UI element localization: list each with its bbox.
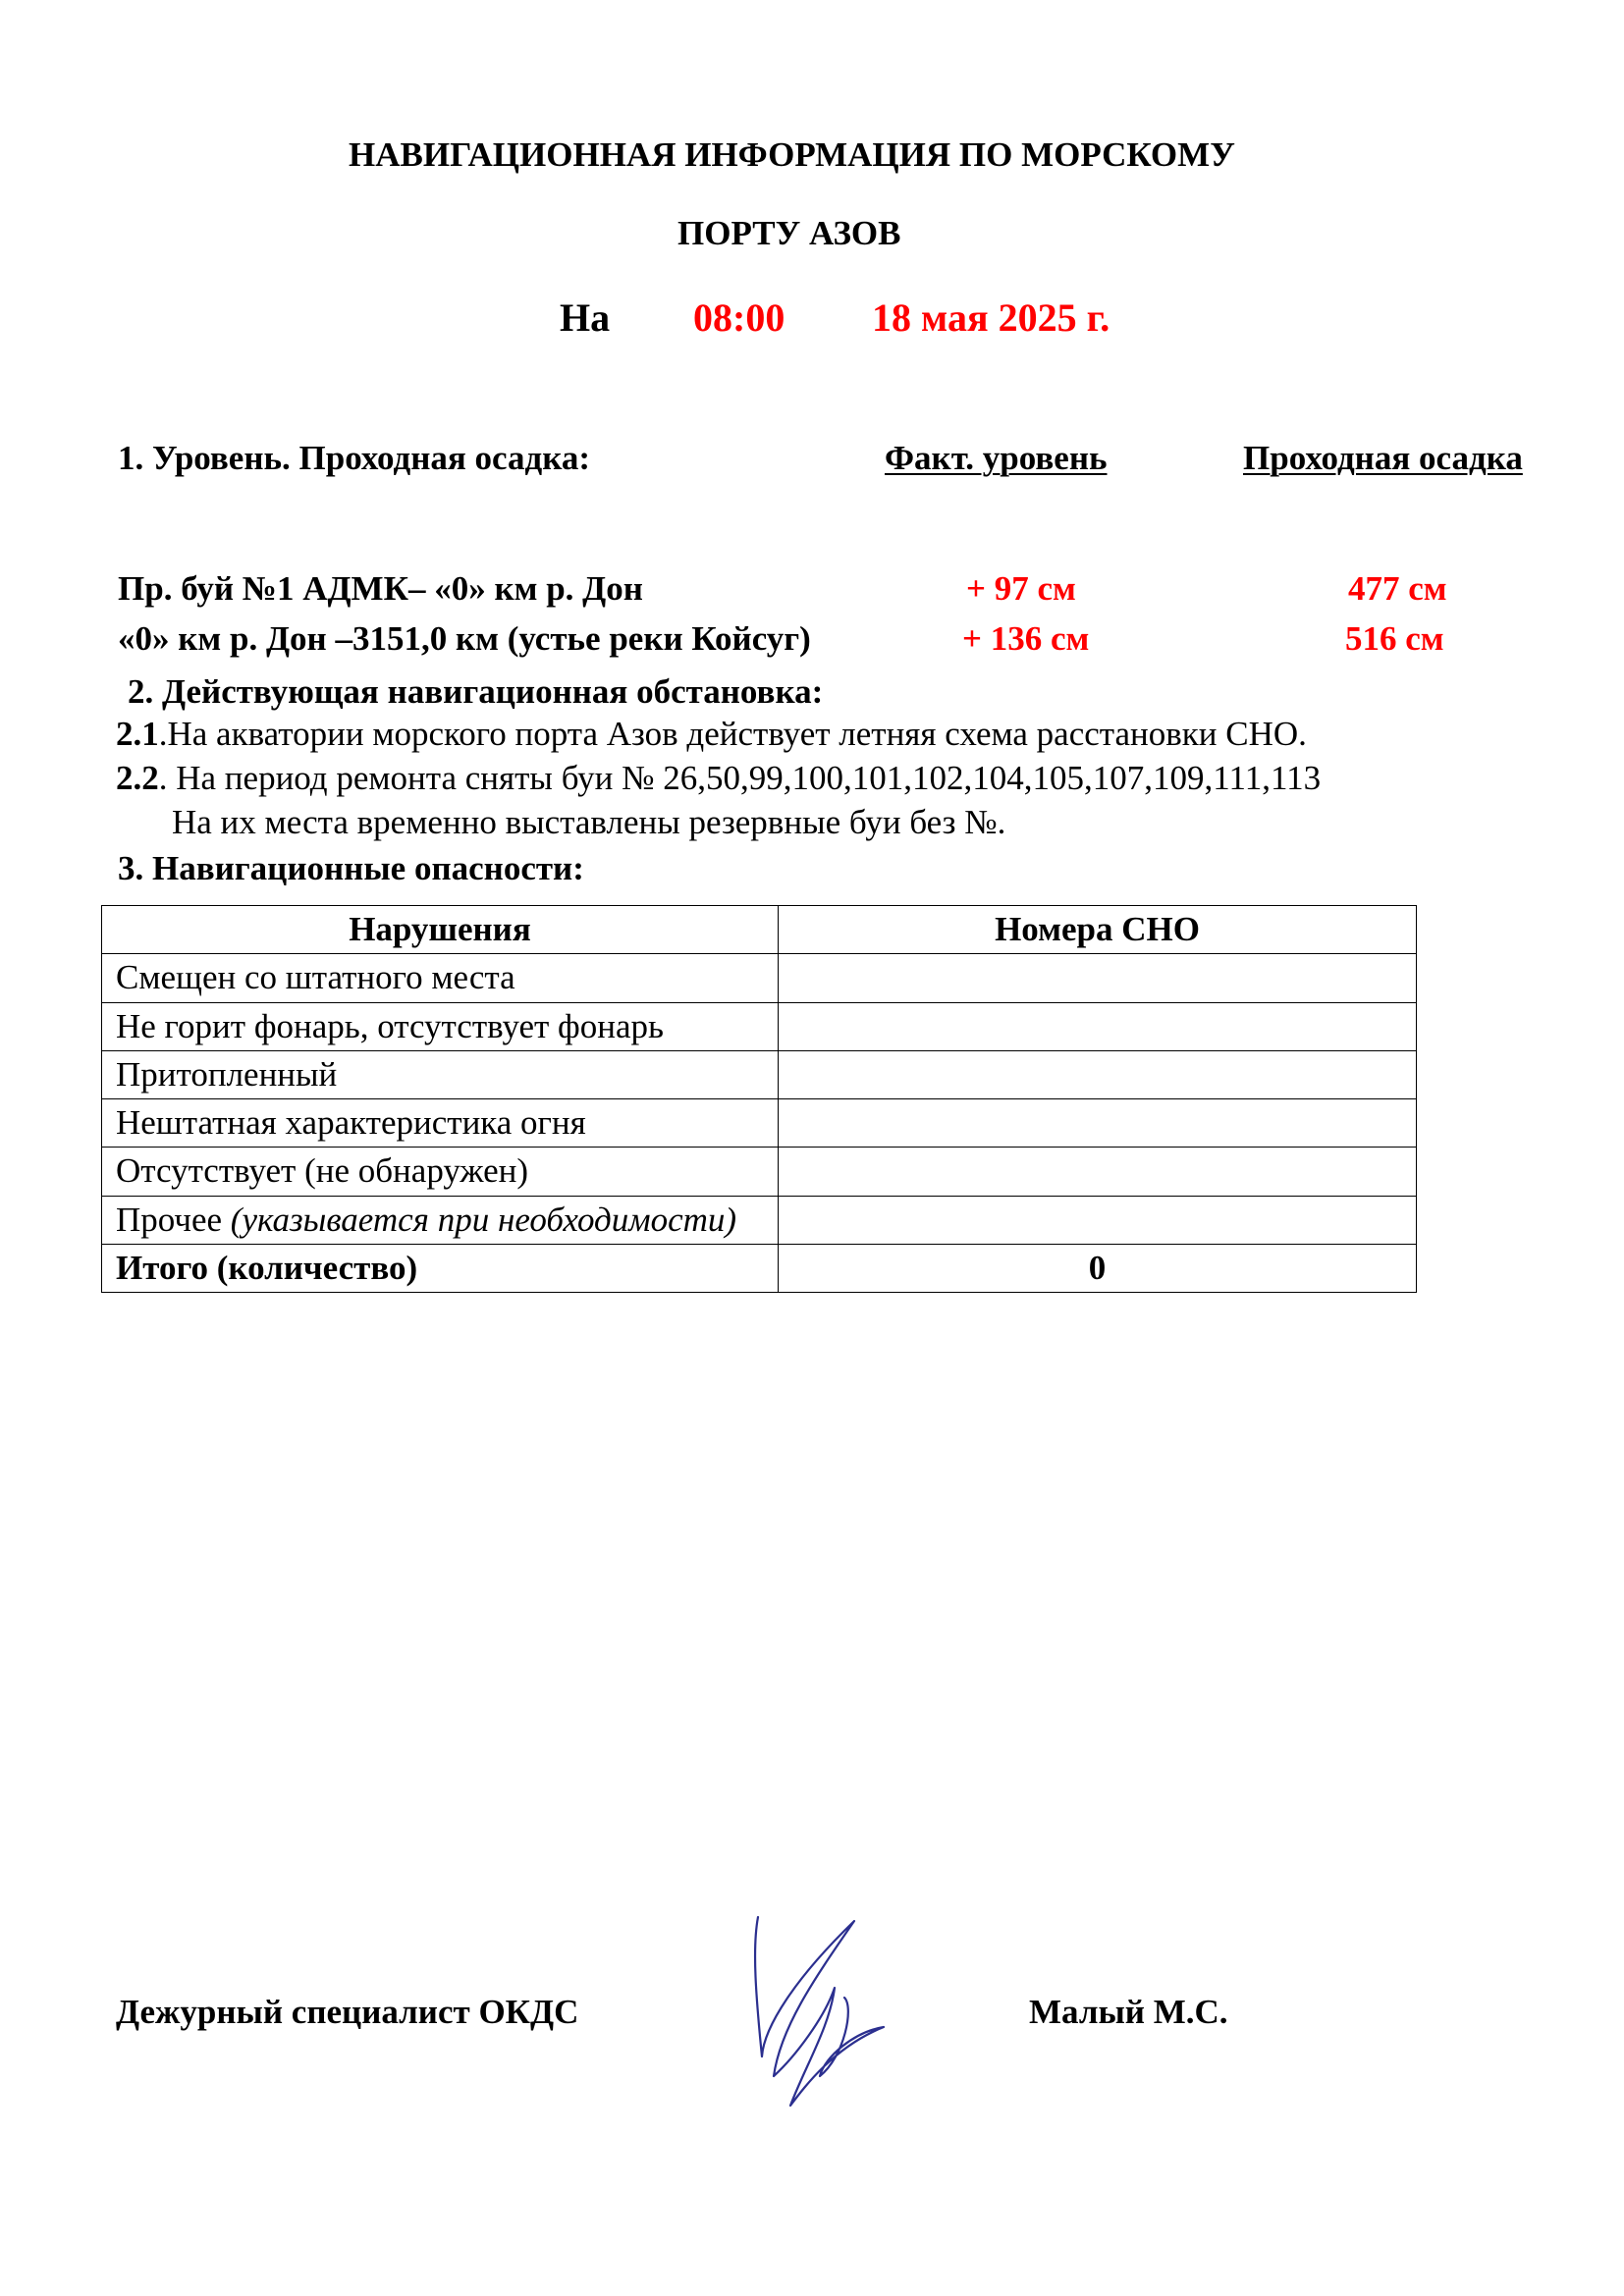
violation-numbers: [779, 1002, 1417, 1050]
hazards-table-header: [102, 906, 1417, 954]
violation-other-label: [102, 1196, 779, 1244]
level-row-2-draft: 516 см: [1345, 619, 1444, 658]
violation-label: Смещен со штатного места: [102, 954, 779, 1002]
violation-label: Нештатная характеристика огня: [102, 1099, 779, 1148]
title-line-1: НАВИГАЦИОННАЯ ИНФОРМАЦИЯ ПО МОРСКОМУ: [349, 135, 1235, 174]
table-row: [102, 954, 1417, 1002]
table-row-total: [102, 1245, 1417, 1293]
violation-numbers: [779, 1148, 1417, 1196]
col-numbers-header: Номера СНО: [779, 906, 1417, 954]
section-3-title: 3. Навигационные опасности:: [118, 849, 584, 887]
violation-other-numbers: [779, 1196, 1417, 1244]
table-row-other: [102, 1196, 1417, 1244]
violation-label: Притопленный: [102, 1050, 779, 1098]
signature-mark: [736, 1909, 908, 2135]
table-row: [102, 1002, 1417, 1050]
nav-item-2-1-text: .На акватории морского порта Азов действует летняя схема расстановки СНО.: [158, 715, 1307, 753]
report-date: 18 мая 2025 г.: [872, 295, 1110, 340]
nav-item-2-2-text: . На период ремонта сняты буи № 26,50,99,100,101,102,104,105,107,109,111,113: [158, 759, 1322, 797]
section-2-title: 2. Действующая навигационная обстановка:: [128, 672, 824, 711]
hazards-table: [101, 905, 1417, 1293]
level-row-1-place: Пр. буй №1 АДМК– «0» км р. Дон: [118, 569, 643, 608]
violation-label: Не горит фонарь, отсутствует фонарь: [102, 1002, 779, 1050]
violation-label: Отсутствует (не обнаружен): [102, 1148, 779, 1196]
section-1-title: 1. Уровень. Проходная осадка:: [118, 439, 591, 477]
nav-item-2-1-number: 2.1: [116, 715, 159, 753]
table-row: [102, 1148, 1417, 1196]
signer-name: Малый М.С.: [1029, 1993, 1228, 2031]
total-label: Итого (количество): [102, 1245, 779, 1293]
level-row-1-fact: + 97 см: [966, 569, 1076, 608]
level-row-1-draft: 477 см: [1348, 569, 1447, 608]
col-fact-level-header: Факт. уровень: [885, 439, 1108, 477]
other-note: (указывается при необходимости): [230, 1200, 737, 1239]
col-draft-header: Проходная осадка: [1243, 439, 1523, 477]
total-value: 0: [779, 1245, 1417, 1293]
violation-numbers: [779, 1099, 1417, 1148]
violation-numbers: [779, 1050, 1417, 1098]
report-time: 08:00: [693, 295, 785, 340]
violation-numbers: [779, 954, 1417, 1002]
signer-position: Дежурный специалист ОКДС: [116, 1993, 579, 2031]
table-row: [102, 1099, 1417, 1148]
nav-item-2-1: [116, 715, 1307, 754]
table-row: [102, 1050, 1417, 1098]
col-violations-header: Нарушения: [102, 906, 779, 954]
nav-item-2-2-continuation: На их места временно выставлены резервные буи без №.: [172, 803, 1006, 841]
level-row-2-fact: + 136 см: [962, 619, 1090, 658]
level-row-2-place: «0» км р. Дон –3151,0 км (устье реки Койсуг): [118, 619, 811, 658]
other-label: Прочее: [116, 1200, 223, 1239]
nav-item-2-2: [116, 759, 1321, 798]
on-label: На: [560, 295, 611, 340]
nav-item-2-2-number: 2.2: [116, 759, 159, 797]
title-line-2: ПОРТУ АЗОВ: [677, 214, 901, 252]
